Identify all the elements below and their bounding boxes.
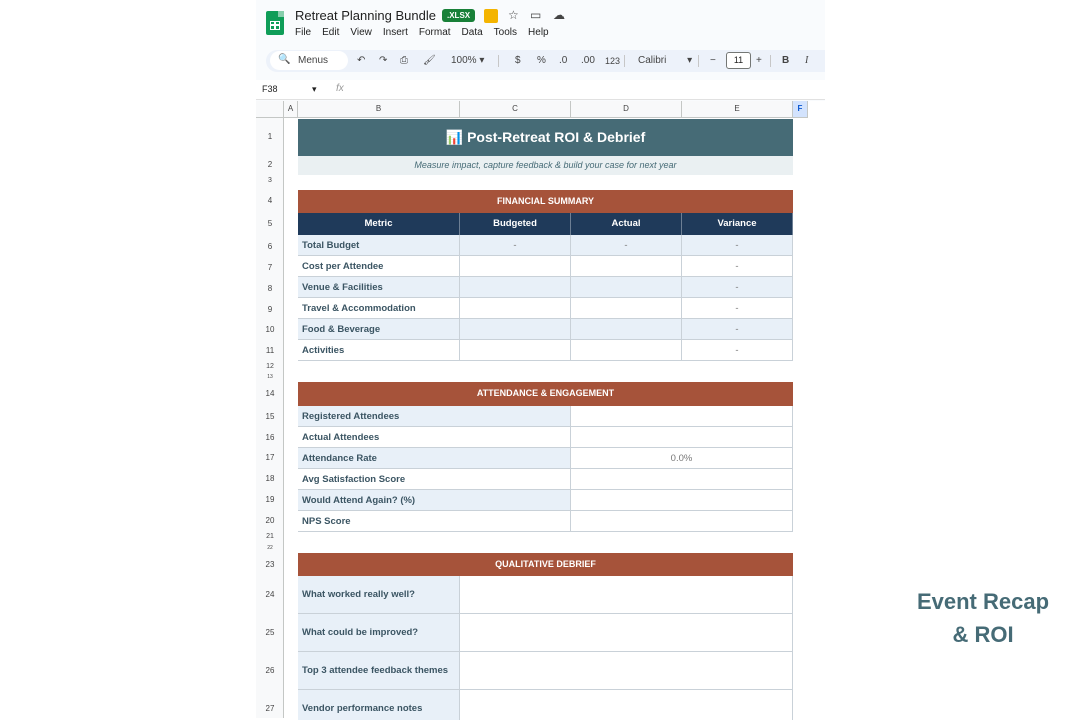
caption-line-1: Event Recap [916,589,1050,614]
financial-budgeted-cell[interactable] [460,256,571,277]
debrief-question-cell[interactable]: Vendor performance notes [298,690,460,720]
attendance-value-cell[interactable] [571,511,793,532]
financial-actual-cell[interactable]: - [571,235,682,256]
financial-metric-cell[interactable]: Total Budget [298,235,460,256]
financial-variance-cell[interactable]: - [682,319,793,340]
row-header[interactable]: 14 [265,389,275,398]
table-header-variance[interactable]: Variance [682,213,793,235]
menu-insert[interactable]: Insert [382,27,408,38]
financial-summary-header[interactable]: FINANCIAL SUMMARY [298,190,793,213]
toolbar-divider [624,55,625,67]
financial-actual-cell[interactable] [571,340,682,361]
row-header[interactable]: 6 [267,242,273,251]
table-header-budgeted[interactable]: Budgeted [460,213,571,235]
corner-header[interactable] [256,101,284,118]
caption-line-2: & ROI [952,622,1014,647]
attendance-value-cell[interactable]: 0.0% [571,448,793,469]
debrief-answer-cell[interactable] [460,690,793,720]
attendance-value-cell[interactable] [571,406,793,427]
page-subtitle[interactable]: Measure impact, capture feedback & build your case for next year [298,156,793,175]
row-header[interactable]: 8 [267,284,273,293]
redo-icon[interactable]: ↷ [379,55,388,66]
font-size-decrease-button[interactable]: − [710,55,716,66]
font-size-input[interactable]: 11 [726,52,751,69]
row-header[interactable]: 5 [267,219,273,228]
menu-bar [295,27,549,38]
row-header[interactable]: 18 [265,474,275,483]
financial-metric-cell[interactable]: Activities [298,340,460,361]
column-header-b[interactable]: B [298,101,460,118]
debrief-question-cell[interactable]: What worked really well? [298,576,460,614]
row-header[interactable]: 11 [265,346,275,355]
search-icon: 🔍 [278,54,291,65]
menu-edit[interactable]: Edit [322,27,340,38]
row-header[interactable]: 1 [267,132,273,141]
row-header[interactable]: 15 [265,412,275,421]
financial-metric-cell[interactable]: Venue & Facilities [298,277,460,298]
attendance-label-cell[interactable]: Attendance Rate [298,448,571,469]
decrease-decimal-button[interactable]: .0 [559,55,568,66]
italic-button[interactable]: I [805,55,809,66]
financial-actual-cell[interactable] [571,277,682,298]
row-header[interactable]: 7 [267,263,273,272]
attendance-value-cell[interactable] [571,427,793,448]
menu-view[interactable]: View [350,27,372,38]
cloud-icon[interactable]: ☁ [553,8,565,22]
toolbar-divider [770,55,771,67]
row-header[interactable]: 2 [267,160,273,169]
row-headers [256,118,284,718]
financial-budgeted-cell[interactable] [460,277,571,298]
formula-bar [256,80,825,100]
paint-format-icon[interactable]: 🖌 [423,55,436,66]
attendance-value-cell[interactable] [571,469,793,490]
row-header[interactable]: 23 [265,560,275,569]
bold-button[interactable]: B [782,55,790,66]
debrief-question-cell[interactable]: Top 3 attendee feedback themes [298,652,460,690]
qualitative-debrief-header[interactable]: QUALITATIVE DEBRIEF [298,553,793,576]
row-header[interactable]: 19 [265,495,275,504]
font-size-increase-button[interactable]: + [756,55,762,66]
percent-format-button[interactable]: % [537,55,546,66]
financial-budgeted-cell[interactable] [460,298,571,319]
name-box[interactable]: F38 [262,84,278,94]
debrief-question-cell[interactable]: What could be improved? [298,614,460,652]
shortcut-icon[interactable] [484,9,498,23]
increase-decimal-button[interactable]: .00 [581,55,595,66]
attendance-label-cell[interactable]: Registered Attendees [298,406,571,427]
row-header[interactable]: 25 [265,628,275,637]
column-header-e[interactable]: E [682,101,793,118]
search-menus-input[interactable]: 🔍 Menus [270,51,348,70]
zoom-select[interactable]: 100% ▾ [451,55,485,66]
table-header-actual[interactable]: Actual [571,213,682,235]
financial-variance-cell[interactable]: - [682,298,793,319]
folder-icon[interactable]: ▭ [530,8,542,22]
row-header[interactable]: 24 [265,590,275,599]
row-header[interactable]: 21 [266,533,274,540]
row-header[interactable]: 4 [267,196,273,205]
promo-caption [900,585,1066,651]
menu-tools[interactable]: Tools [493,27,518,38]
debrief-answer-cell[interactable] [460,614,793,652]
attendance-label-cell[interactable]: Avg Satisfaction Score [298,469,571,490]
financial-metric-cell[interactable]: Cost per Attendee [298,256,460,277]
row-header[interactable]: 9 [267,305,273,314]
debrief-answer-cell[interactable] [460,576,793,614]
undo-icon[interactable]: ↶ [357,55,366,66]
row-header[interactable]: 27 [265,704,275,713]
attendance-label-cell[interactable]: NPS Score [298,511,571,532]
financial-variance-cell[interactable]: - [682,277,793,298]
name-box-dropdown-icon[interactable]: ▾ [312,84,317,94]
financial-variance-cell[interactable]: - [682,340,793,361]
financial-metric-cell[interactable]: Food & Beverage [298,319,460,340]
financial-actual-cell[interactable] [571,256,682,277]
attendance-label-cell[interactable]: Actual Attendees [298,427,571,448]
row-header[interactable]: 16 [265,433,275,442]
menu-data[interactable]: Data [461,27,483,38]
star-icon[interactable]: ☆ [508,8,519,22]
financial-variance-cell[interactable]: - [682,235,793,256]
row-header[interactable]: 10 [265,325,275,334]
document-title[interactable]: Retreat Planning Bundle [295,8,436,23]
table-header-metric[interactable]: Metric [298,213,460,235]
column-header-c[interactable]: C [460,101,571,118]
financial-budgeted-cell[interactable] [460,340,571,361]
financial-budgeted-cell[interactable]: - [460,235,571,256]
toolbar-divider [498,55,499,67]
column-header-d[interactable]: D [571,101,682,118]
file-type-badge: .XLSX [442,9,475,22]
column-header-a[interactable]: A [284,101,298,118]
sheet-grid [256,101,825,720]
financial-budgeted-cell[interactable] [460,319,571,340]
toolbar-divider [698,55,699,67]
number-format-button[interactable]: 123 [605,56,621,66]
row-header[interactable]: 17 [265,453,275,462]
column-header-f[interactable]: F [793,101,808,118]
row-header[interactable]: 20 [265,516,275,525]
font-select[interactable]: Calibri ▾ [638,55,693,66]
attendance-label-cell[interactable]: Would Attend Again? (%) [298,490,571,511]
spreadsheet-window [256,0,825,720]
attendance-engagement-header[interactable]: ATTENDANCE & ENGAGEMENT [298,382,793,406]
menu-file[interactable]: File [295,27,312,38]
print-icon[interactable]: ⎙ [400,55,408,66]
attendance-value-cell[interactable] [571,490,793,511]
financial-variance-cell[interactable]: - [682,256,793,277]
financial-actual-cell[interactable] [571,319,682,340]
debrief-answer-cell[interactable] [460,652,793,690]
menu-format[interactable]: Format [418,27,451,38]
row-header[interactable]: 3 [268,177,272,184]
page-title[interactable]: 📊 Post-Retreat ROI & Debrief [298,119,793,156]
row-header[interactable]: 22 [267,545,273,551]
financial-metric-cell[interactable]: Travel & Accommodation [298,298,460,319]
currency-format-button[interactable]: $ [515,55,521,66]
menu-help[interactable]: Help [528,27,549,38]
row-header[interactable]: 13 [267,374,273,380]
row-header[interactable]: 12 [266,363,274,370]
row-header[interactable]: 26 [265,666,275,675]
title-bar [256,0,825,46]
toolbar [266,50,825,72]
financial-actual-cell[interactable] [571,298,682,319]
fx-icon: fx [336,83,344,94]
sheets-logo-icon[interactable] [266,11,284,35]
